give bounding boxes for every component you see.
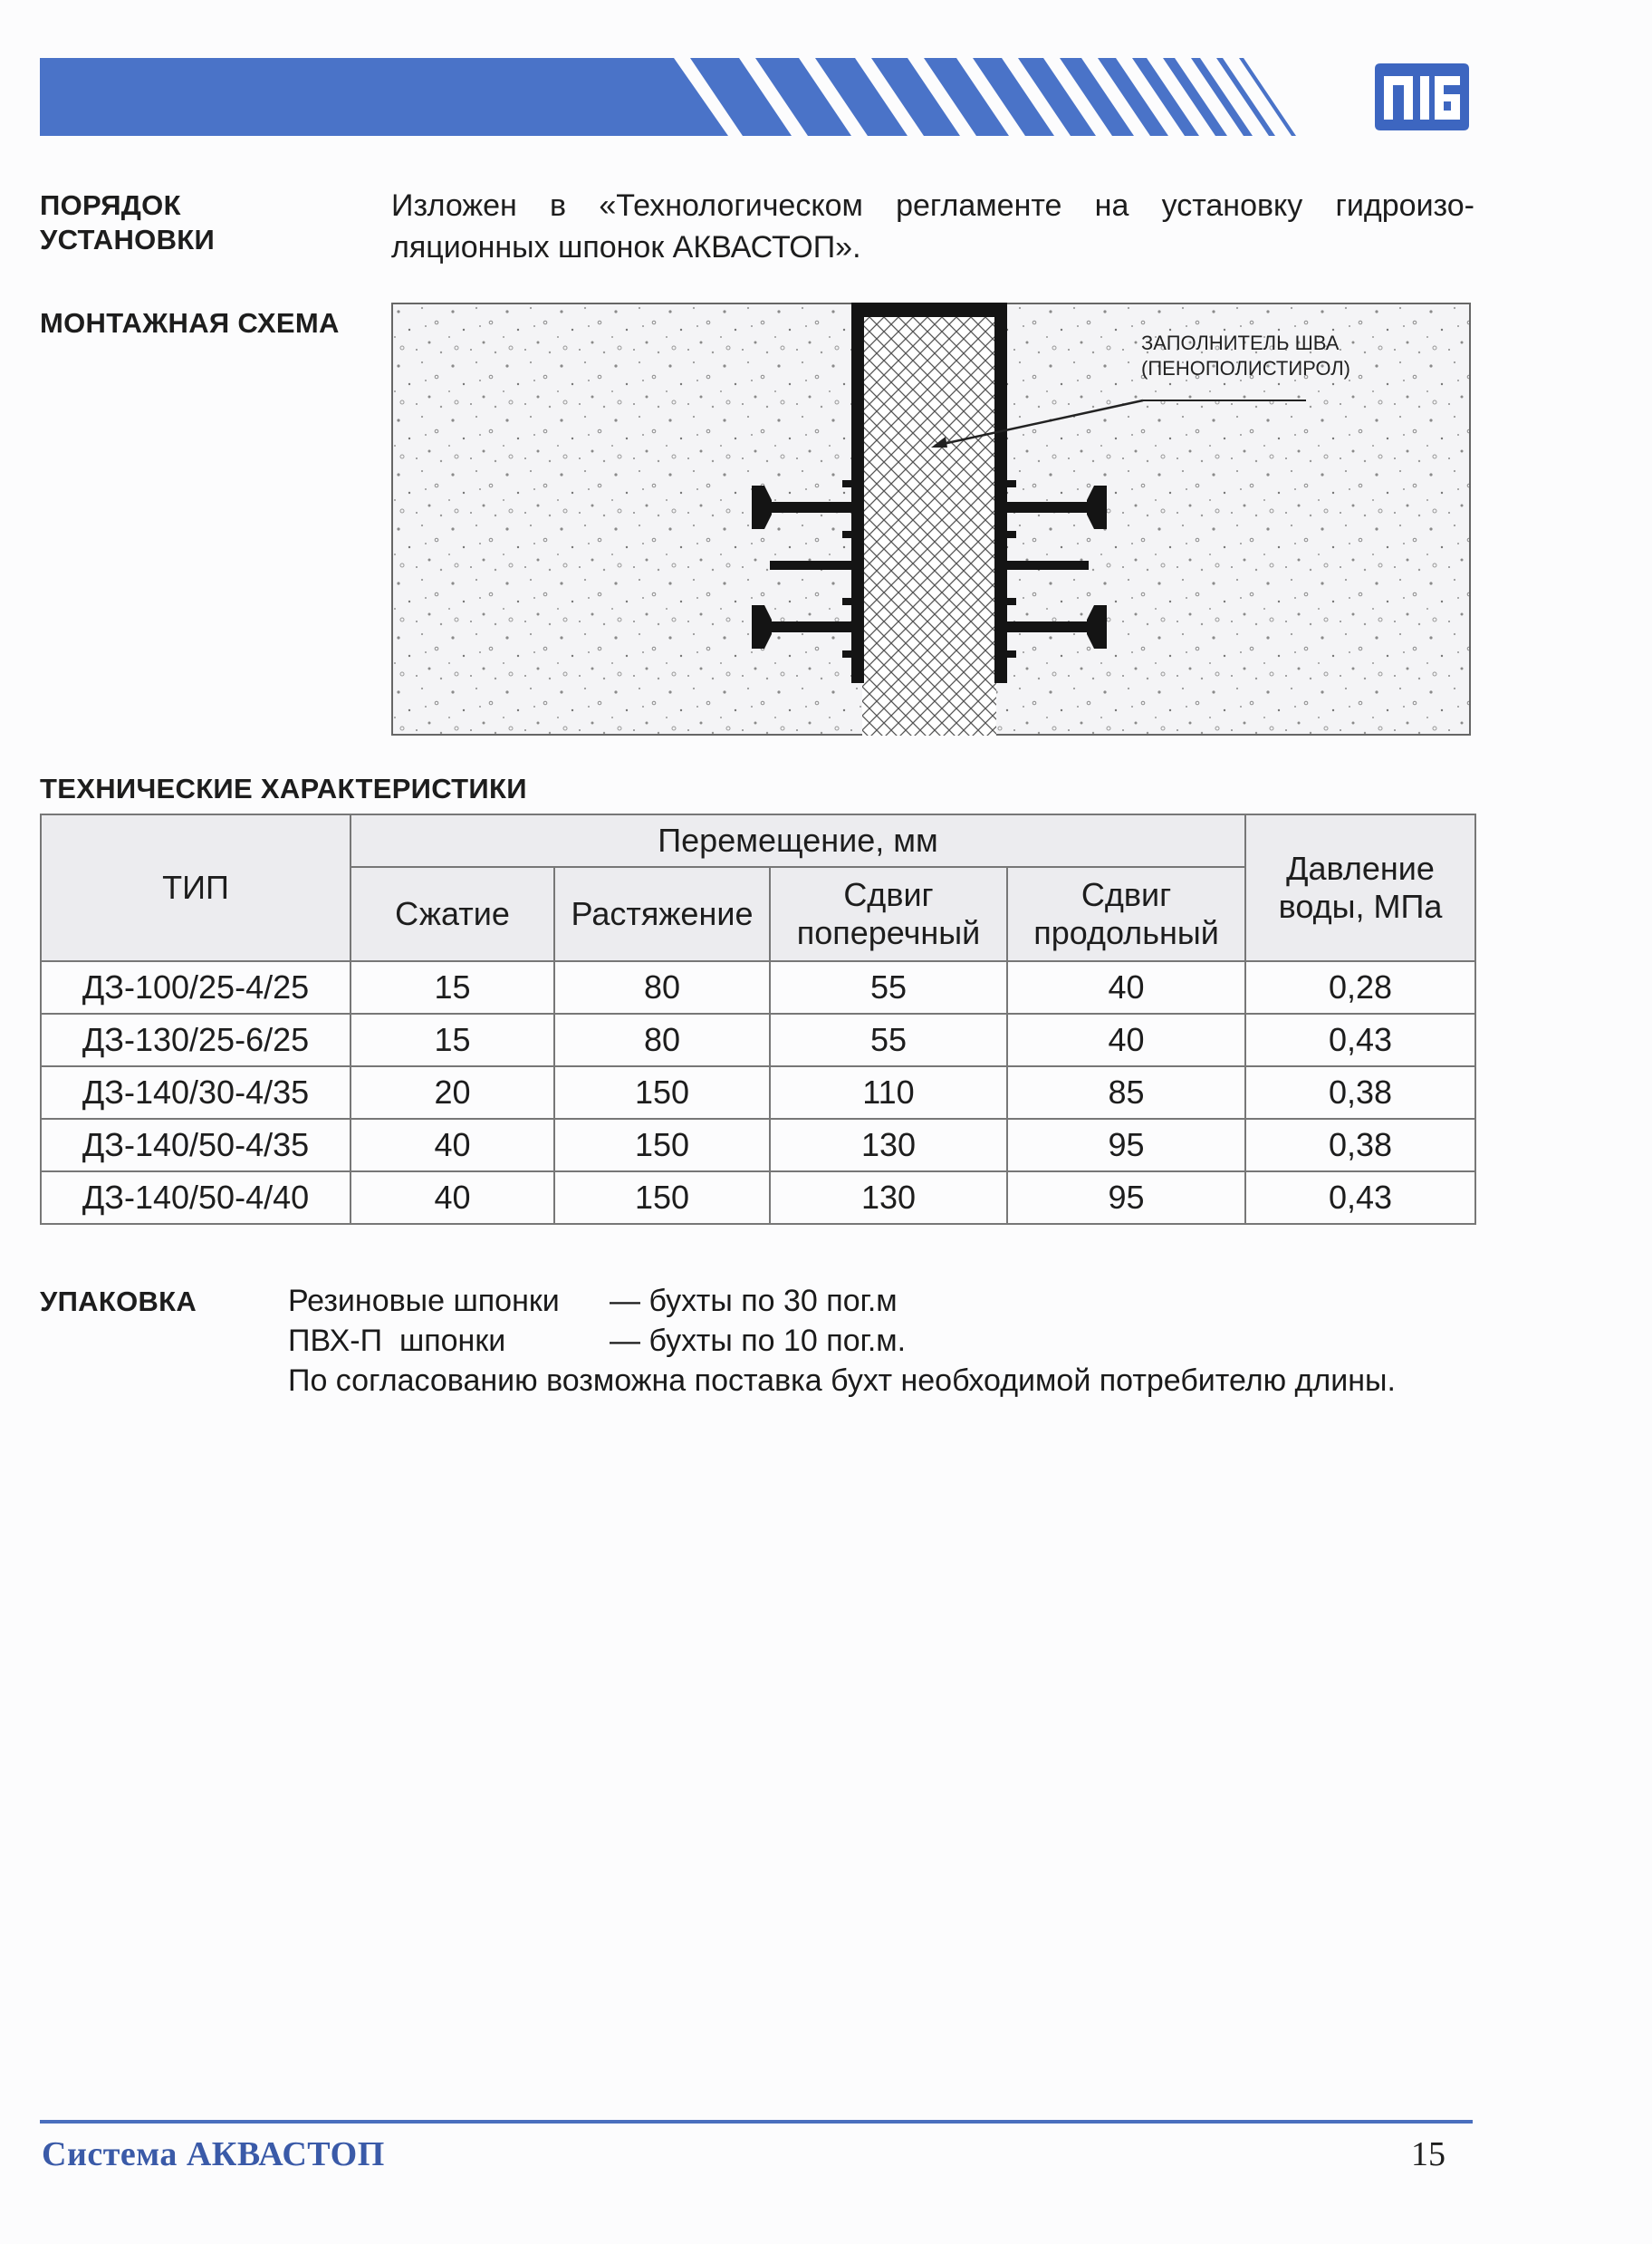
filler-label-line1: ЗАПОЛНИТЕЛЬ ШВА xyxy=(1141,332,1340,354)
table-row: ДЗ-140/50-4/40 40 150 130 95 0,43 xyxy=(41,1171,1475,1224)
packaging-text: Резиновые шпонки — бухты по 30 пог.м ПВХ-П шпонки — бухты по 10 пог.м. По согласованию возможна поставка бухт необходимой потребителю длины. xyxy=(288,1284,1396,1398)
col-header-shear-transverse: Сдвиг поперечный xyxy=(770,867,1007,961)
footer-brand: Система АКВАСТОП xyxy=(42,2135,385,2173)
col-header-displacement: Перемещение, мм xyxy=(351,814,1245,867)
col-header-tension: Растяжение xyxy=(554,867,770,961)
packaging-label: УПАКОВКА xyxy=(40,1286,197,1317)
specs-table xyxy=(40,814,1476,1225)
table-row: ДЗ-140/50-4/35 40 150 130 95 0,38 xyxy=(41,1119,1475,1171)
col-header-shear-longitudinal: Сдвиг продольный xyxy=(1007,867,1245,961)
scheme-label: МОНТАЖНАЯ СХЕМА xyxy=(40,307,340,339)
install-label: ПОРЯДОК УСТАНОВКИ xyxy=(40,189,216,255)
page-number: 15 xyxy=(1411,2135,1446,2173)
filler-label-line2: (ПЕНОПОЛИСТИРОЛ) xyxy=(1141,357,1350,380)
install-text: Изложен в «Технологическом регламенте на установку гидроизо- ляционных шпонок АКВАСТОП». xyxy=(391,188,1474,265)
mounting-diagram xyxy=(391,303,1471,736)
col-header-pressure: Давление воды, МПа xyxy=(1245,814,1475,961)
header-band xyxy=(40,58,1308,136)
footer-divider xyxy=(40,2120,1473,2124)
table-row: ДЗ-100/25-4/25 15 80 55 40 0,28 xyxy=(41,961,1475,1014)
company-logo-icon xyxy=(1368,60,1476,134)
table-row: ДЗ-130/25-6/25 15 80 55 40 0,43 xyxy=(41,1014,1475,1066)
col-header-compression: Сжатие xyxy=(351,867,554,961)
col-header-type: ТИП xyxy=(41,814,351,961)
specs-label: ТЕХНИЧЕСКИЕ ХАРАКТЕРИСТИКИ xyxy=(40,773,527,804)
table-row: ДЗ-140/30-4/35 20 150 110 85 0,38 xyxy=(41,1066,1475,1119)
